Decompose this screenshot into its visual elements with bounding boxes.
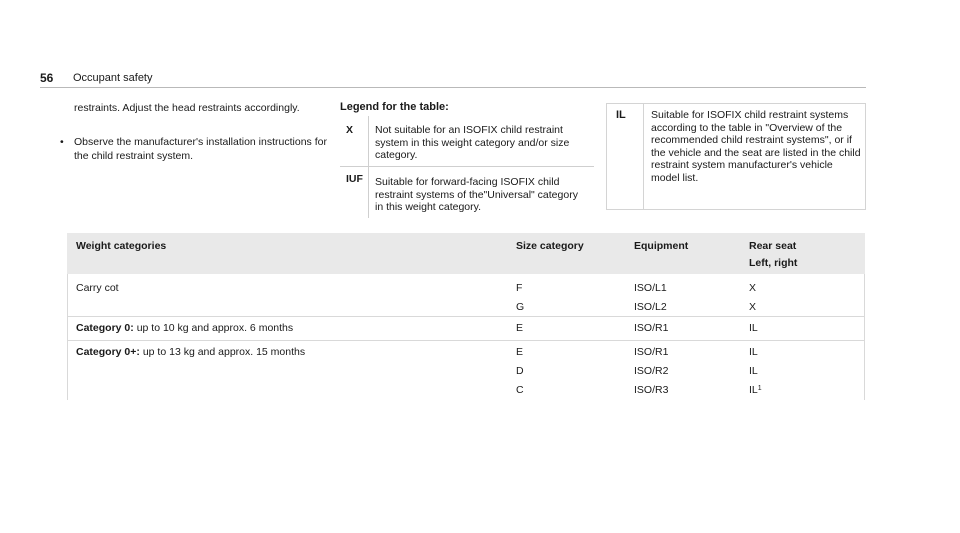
- page-number: 56: [40, 71, 54, 85]
- header-weight: Weight categories: [76, 240, 167, 252]
- row-label-text: up to 10 kg and approx. 6 months: [136, 322, 294, 334]
- table-row-label: [76, 279, 119, 298]
- legend-table: [340, 116, 594, 218]
- row-label-text: up to 13 kg and approx. 15 months: [142, 346, 306, 358]
- row-label-bold: Category 0+:: [76, 346, 140, 358]
- size-cell: [516, 343, 524, 400]
- seat-value-footnoted: [749, 381, 762, 400]
- equipment-value: ISO/R1: [634, 346, 669, 358]
- row-divider: [67, 316, 865, 317]
- equipment-value: ISO/R3: [634, 384, 669, 396]
- seat-value: IL: [749, 346, 758, 358]
- equipment-cell: [634, 343, 668, 400]
- table-row-label: [76, 319, 293, 338]
- legend-key: X: [346, 124, 354, 136]
- equipment-value: ISO/L2: [634, 301, 667, 313]
- legend-desc: Suitable for forward-facing ISOFIX child restraint systems of the"Universal" category in this weight category.: [375, 176, 578, 213]
- legend-il-box: [606, 103, 866, 210]
- equipment-cell: [634, 279, 667, 317]
- legend-key: IL: [616, 109, 626, 121]
- footnote-marker: 1: [757, 385, 762, 392]
- legend-desc: Not suitable for an ISOFIX child restraint system in this weight category and/or size category.: [375, 124, 570, 161]
- size-value: F: [516, 282, 523, 294]
- intro-text: restraints. Adjust the head restraints accordingly.: [74, 102, 300, 114]
- size-value: C: [516, 384, 524, 396]
- legend-column-divider: [643, 104, 644, 209]
- bullet-icon: •: [60, 136, 64, 148]
- seat-value: IL: [749, 322, 758, 334]
- bullet-text: Observe the manufacturer's installation instructions for the child restraint system.: [74, 136, 327, 162]
- table-header: [67, 233, 865, 274]
- legend-title: Legend for the table:: [340, 101, 449, 113]
- row-divider: [67, 340, 865, 341]
- row-label-text: Carry cot: [76, 282, 119, 294]
- seat-cell: [749, 343, 762, 400]
- seat-value: X: [749, 301, 757, 313]
- header-size: Size category: [516, 240, 584, 252]
- legend-column-divider: [368, 116, 369, 218]
- seat-value: IL: [749, 365, 758, 377]
- seat-cell: [749, 279, 756, 317]
- section-title: Occupant safety: [73, 72, 153, 84]
- size-value: D: [516, 365, 524, 377]
- weight-categories-table: [67, 233, 865, 400]
- header-divider: [40, 87, 866, 88]
- legend-row-divider: [340, 166, 594, 167]
- seat-value: IL: [749, 384, 758, 396]
- header-rear-seat: Rear seat: [749, 240, 797, 252]
- legend-key: IUF: [346, 173, 363, 185]
- size-cell: [516, 279, 524, 317]
- header-equipment: Equipment: [634, 240, 689, 252]
- equipment-value: ISO/R1: [634, 322, 669, 334]
- legend-desc: Suitable for ISOFIX child restraint systems according to the table in "Overview of the recommended child restraint systems", or if the vehicle and the seat are listed in the child restraint system manufacturer's vehicle model list.: [651, 109, 861, 184]
- equipment-value: ISO/L1: [634, 282, 667, 294]
- equipment-value: ISO/R2: [634, 365, 669, 377]
- size-value: E: [516, 346, 524, 358]
- table-right-border: [864, 274, 865, 400]
- table-row-label: [76, 343, 305, 362]
- table-left-border: [67, 274, 68, 400]
- seat-value: X: [749, 282, 757, 294]
- size-value: E: [516, 322, 524, 334]
- header-rear-seat-sub: Left, right: [749, 257, 798, 269]
- row-label-bold: Category 0:: [76, 322, 134, 334]
- size-value: G: [516, 301, 525, 313]
